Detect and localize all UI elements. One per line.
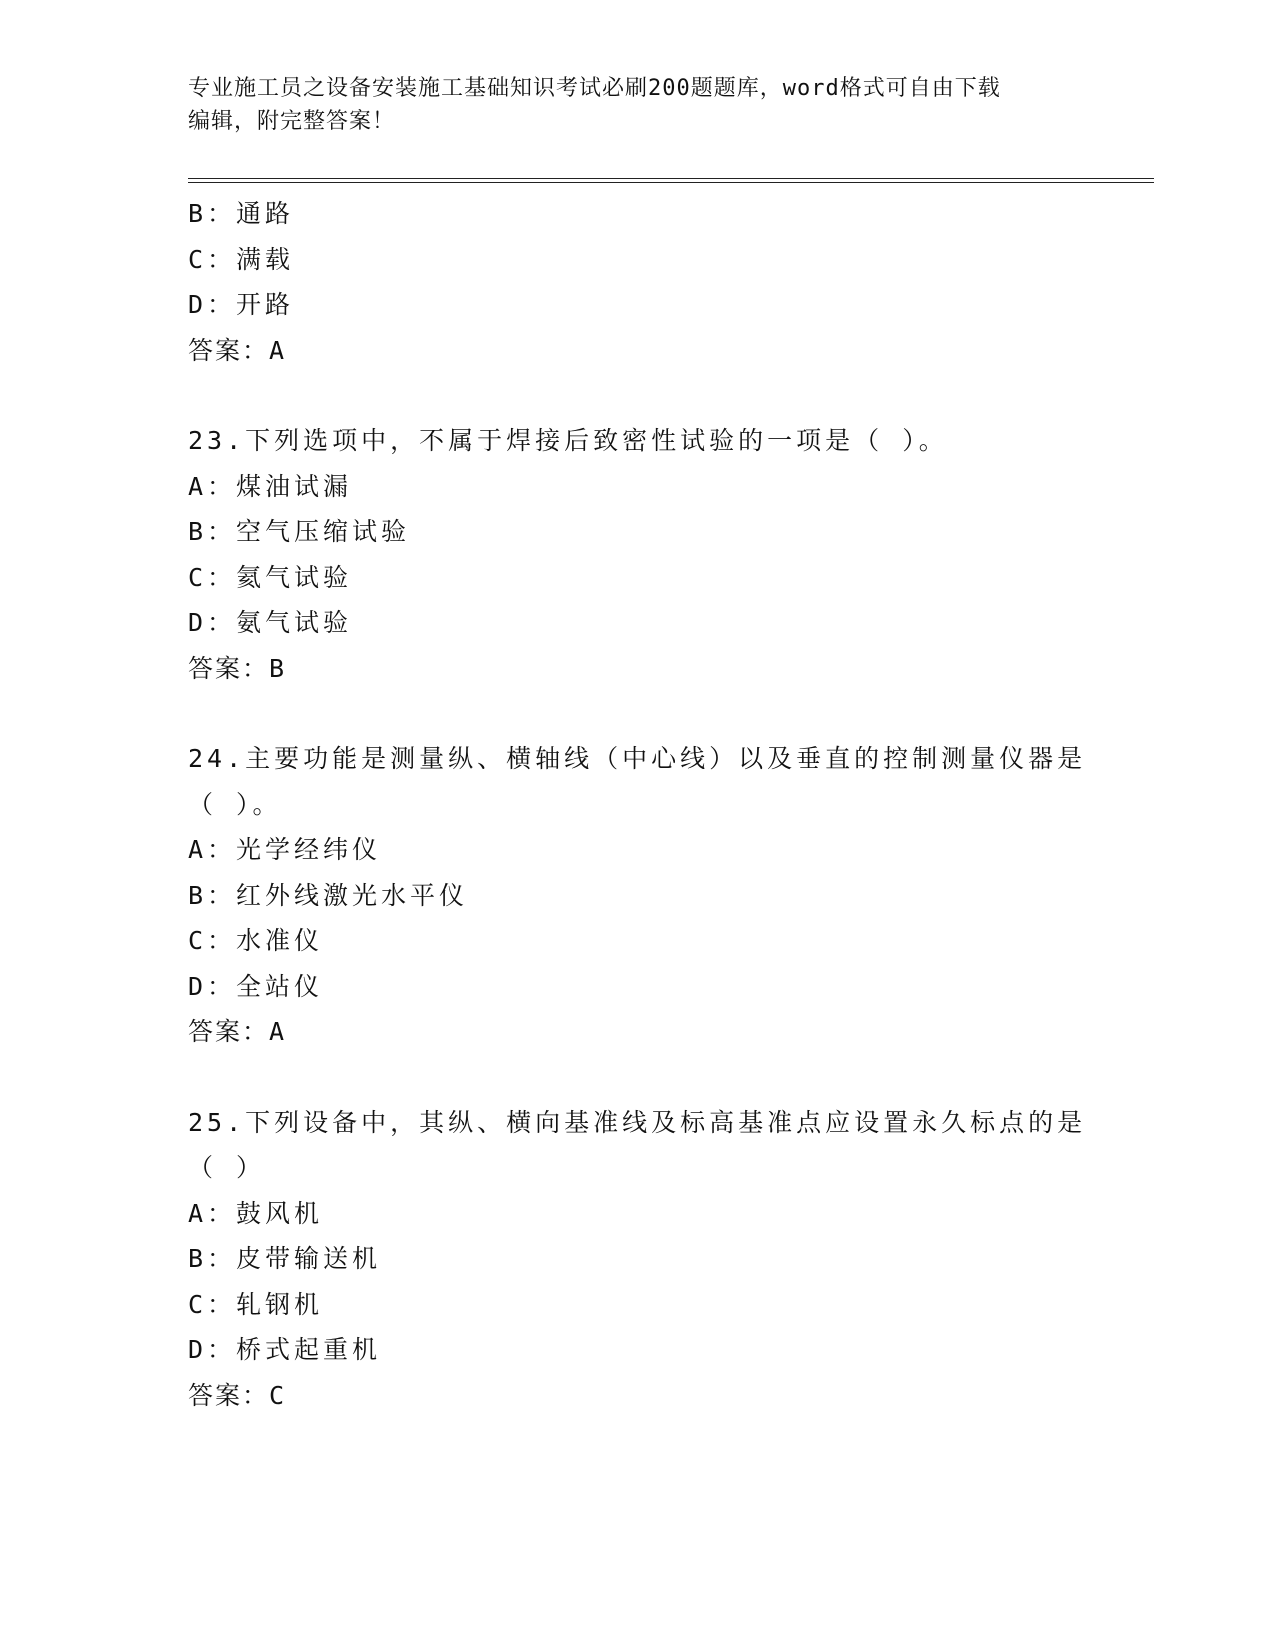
question-25 xyxy=(188,1100,1088,1419)
spacer xyxy=(188,373,1088,418)
option-c: C：满载 xyxy=(188,244,295,274)
option-a: A：鼓风机 xyxy=(188,1198,324,1228)
option-d: D：开路 xyxy=(188,290,295,319)
option-c: C：轧钢机 xyxy=(188,1289,324,1319)
question-24 xyxy=(188,736,1088,1055)
header-rule-bottom xyxy=(188,182,1154,183)
spacer xyxy=(188,691,1088,736)
question-list xyxy=(188,191,1088,1418)
answer: 答案：A xyxy=(188,1017,287,1046)
option-c: C：水准仪 xyxy=(188,926,324,955)
question-23 xyxy=(188,418,1088,691)
header-title-line-2: 编辑，附完整答案！ xyxy=(188,109,396,134)
option-a: A：光学经纬仪 xyxy=(188,835,382,864)
answer: 答案：C xyxy=(188,1380,287,1410)
header-rule-top xyxy=(188,178,1154,179)
option-b: B：空气压缩试验 xyxy=(188,517,411,546)
option-d: D：氨气试验 xyxy=(188,608,353,637)
option-b: B：红外线激光水平仪 xyxy=(188,880,469,910)
question-stem: 25.下列设备中，其纵、横向基准线及标高基准点应设置永久标点的是 xyxy=(188,1107,1087,1137)
option-b: B：通路 xyxy=(188,199,295,228)
option-d: D：全站仪 xyxy=(188,971,324,1001)
option-b: B：皮带输送机 xyxy=(188,1244,382,1273)
option-c: C：氦气试验 xyxy=(188,562,353,592)
question-22-tail xyxy=(188,191,1088,373)
option-d: D：桥式起重机 xyxy=(188,1335,382,1364)
question-stem: 23.下列选项中，不属于焊接后致密性试验的一项是（ ）。 xyxy=(188,426,948,455)
answer: 答案：A xyxy=(188,335,287,365)
question-stem: 24.主要功能是测量纵、横轴线（中心线）以及垂直的控制测量仪器是 xyxy=(188,744,1087,773)
question-stem-continued: （ ）。 xyxy=(188,789,282,819)
question-stem-continued: （ ） xyxy=(188,1153,266,1182)
option-a: A：煤油试漏 xyxy=(188,471,353,501)
header-title-line-1: 专业施工员之设备安装施工基础知识考试必刷200题题库，word格式可自由下载 xyxy=(188,76,1001,101)
document-header xyxy=(188,72,1088,138)
answer: 答案：B xyxy=(188,653,287,683)
spacer xyxy=(188,1055,1088,1100)
